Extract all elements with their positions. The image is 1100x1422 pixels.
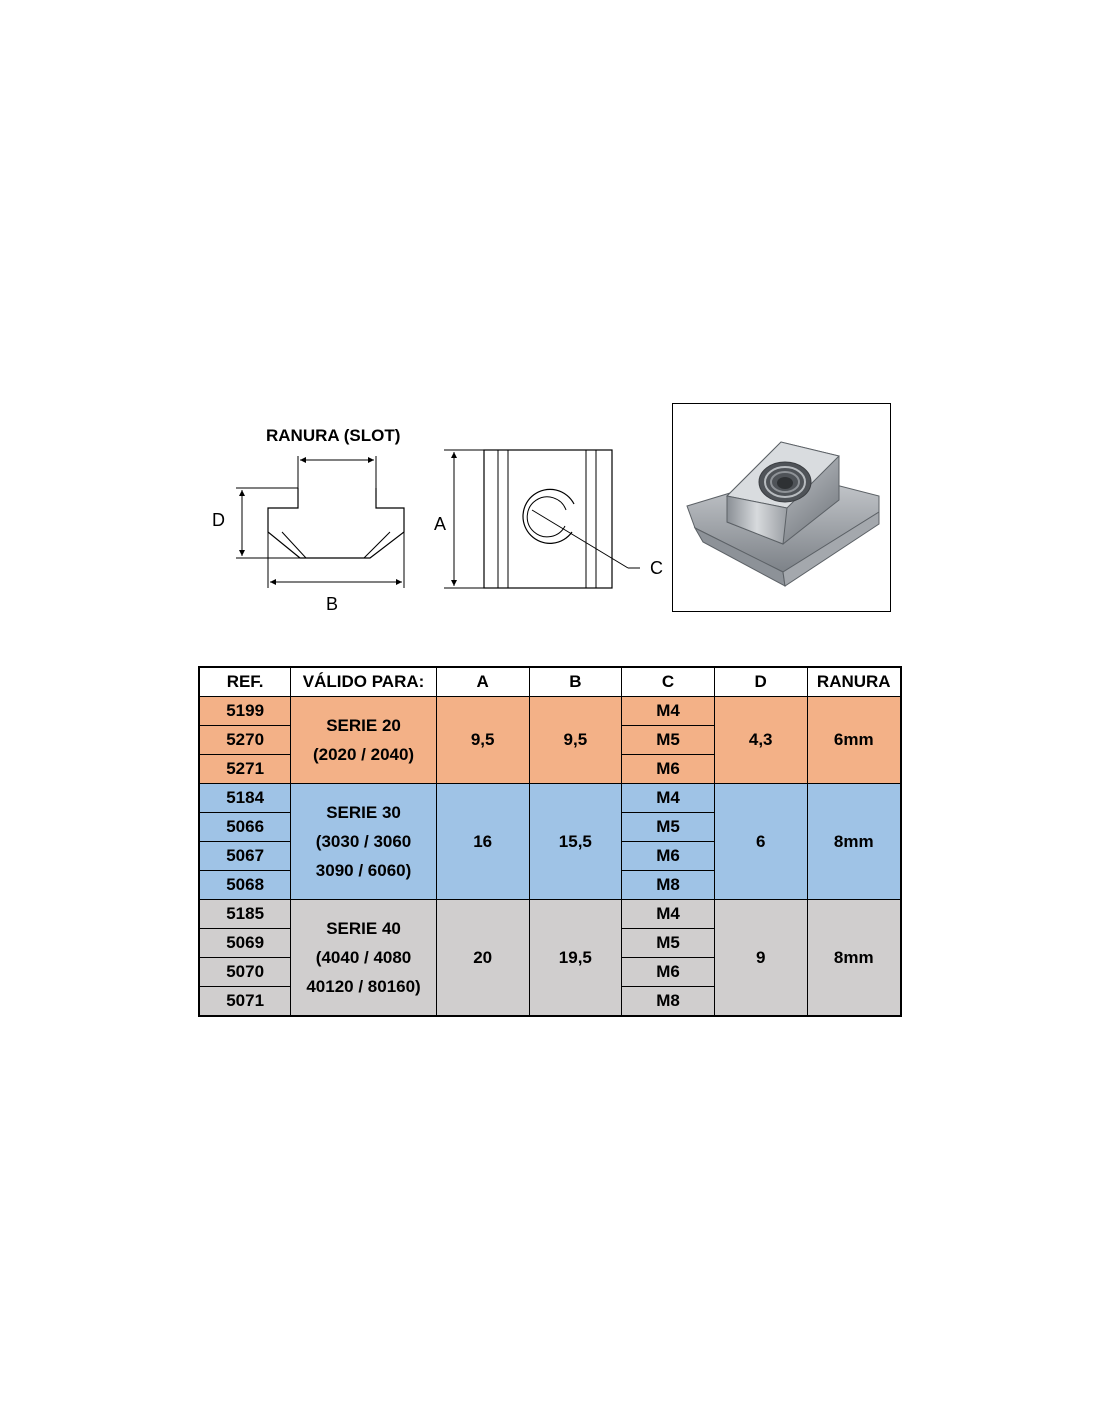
ref-cell: 5068 <box>199 871 291 900</box>
a-cell: 16 <box>436 784 529 900</box>
ranura-cell: 8mm <box>807 900 901 1017</box>
ref-cell: 5067 <box>199 842 291 871</box>
dim-a-label: A <box>434 514 447 534</box>
valid-line: (2020 / 2040) <box>312 745 415 764</box>
ref-cell: 5184 <box>199 784 291 813</box>
b-cell: 19,5 <box>529 900 622 1017</box>
header-d: D <box>714 667 807 697</box>
product-photo <box>672 403 891 612</box>
c-cell: M6 <box>622 755 715 784</box>
dim-c-label: C <box>650 558 663 578</box>
valid-for-cell <box>291 697 437 784</box>
c-cell: M8 <box>622 871 715 900</box>
header-ranura: RANURA <box>807 667 901 697</box>
c-cell: M4 <box>622 900 715 929</box>
b-cell: 9,5 <box>529 697 622 784</box>
ref-cell: 5069 <box>199 929 291 958</box>
valid-line: 3090 / 6060) <box>315 861 412 880</box>
c-cell: M6 <box>622 842 715 871</box>
valid-for-cell <box>291 784 437 900</box>
d-cell: 4,3 <box>714 697 807 784</box>
top-view-drawing <box>440 440 680 600</box>
valid-for-cell <box>291 900 437 1017</box>
header-a: A <box>436 667 529 697</box>
table-row <box>199 784 901 813</box>
valid-line: 40120 / 80160) <box>306 977 421 996</box>
ranura-cell: 6mm <box>807 697 901 784</box>
c-cell: M5 <box>622 726 715 755</box>
a-cell: 9,5 <box>436 697 529 784</box>
d-cell: 6 <box>714 784 807 900</box>
slot-title: RANURA (SLOT) <box>266 426 401 445</box>
ref-cell: 5066 <box>199 813 291 842</box>
a-cell: 20 <box>436 900 529 1017</box>
c-cell: M8 <box>622 987 715 1017</box>
ref-cell: 5271 <box>199 755 291 784</box>
valid-line: (3030 / 3060 <box>315 832 412 851</box>
table-header-row <box>199 667 901 697</box>
ref-cell: 5071 <box>199 987 291 1017</box>
header-ref: REF. <box>199 667 291 697</box>
header-b: B <box>529 667 622 697</box>
valid-line: (4040 / 4080 <box>315 948 412 967</box>
c-cell: M5 <box>622 929 715 958</box>
c-cell: M4 <box>622 784 715 813</box>
valid-line: SERIE 40 <box>326 919 401 938</box>
c-cell: M6 <box>622 958 715 987</box>
c-cell: M5 <box>622 813 715 842</box>
dim-b-label: B <box>326 594 339 614</box>
dim-d-label: D <box>212 510 225 530</box>
valid-line: SERIE 20 <box>326 716 401 735</box>
spec-table <box>198 666 902 1017</box>
ranura-cell: 8mm <box>807 784 901 900</box>
d-cell: 9 <box>714 900 807 1017</box>
ref-cell: 5185 <box>199 900 291 929</box>
header-valid-for: VÁLIDO PARA: <box>291 667 437 697</box>
table-row <box>199 900 901 929</box>
valid-line: SERIE 30 <box>326 803 401 822</box>
t-nut-illustration <box>673 404 890 611</box>
ref-cell: 5270 <box>199 726 291 755</box>
ref-cell: 5199 <box>199 697 291 726</box>
slot-profile-drawing <box>200 448 430 628</box>
b-cell: 15,5 <box>529 784 622 900</box>
table-row <box>199 697 901 726</box>
c-cell: M4 <box>622 697 715 726</box>
header-c: C <box>622 667 715 697</box>
ref-cell: 5070 <box>199 958 291 987</box>
